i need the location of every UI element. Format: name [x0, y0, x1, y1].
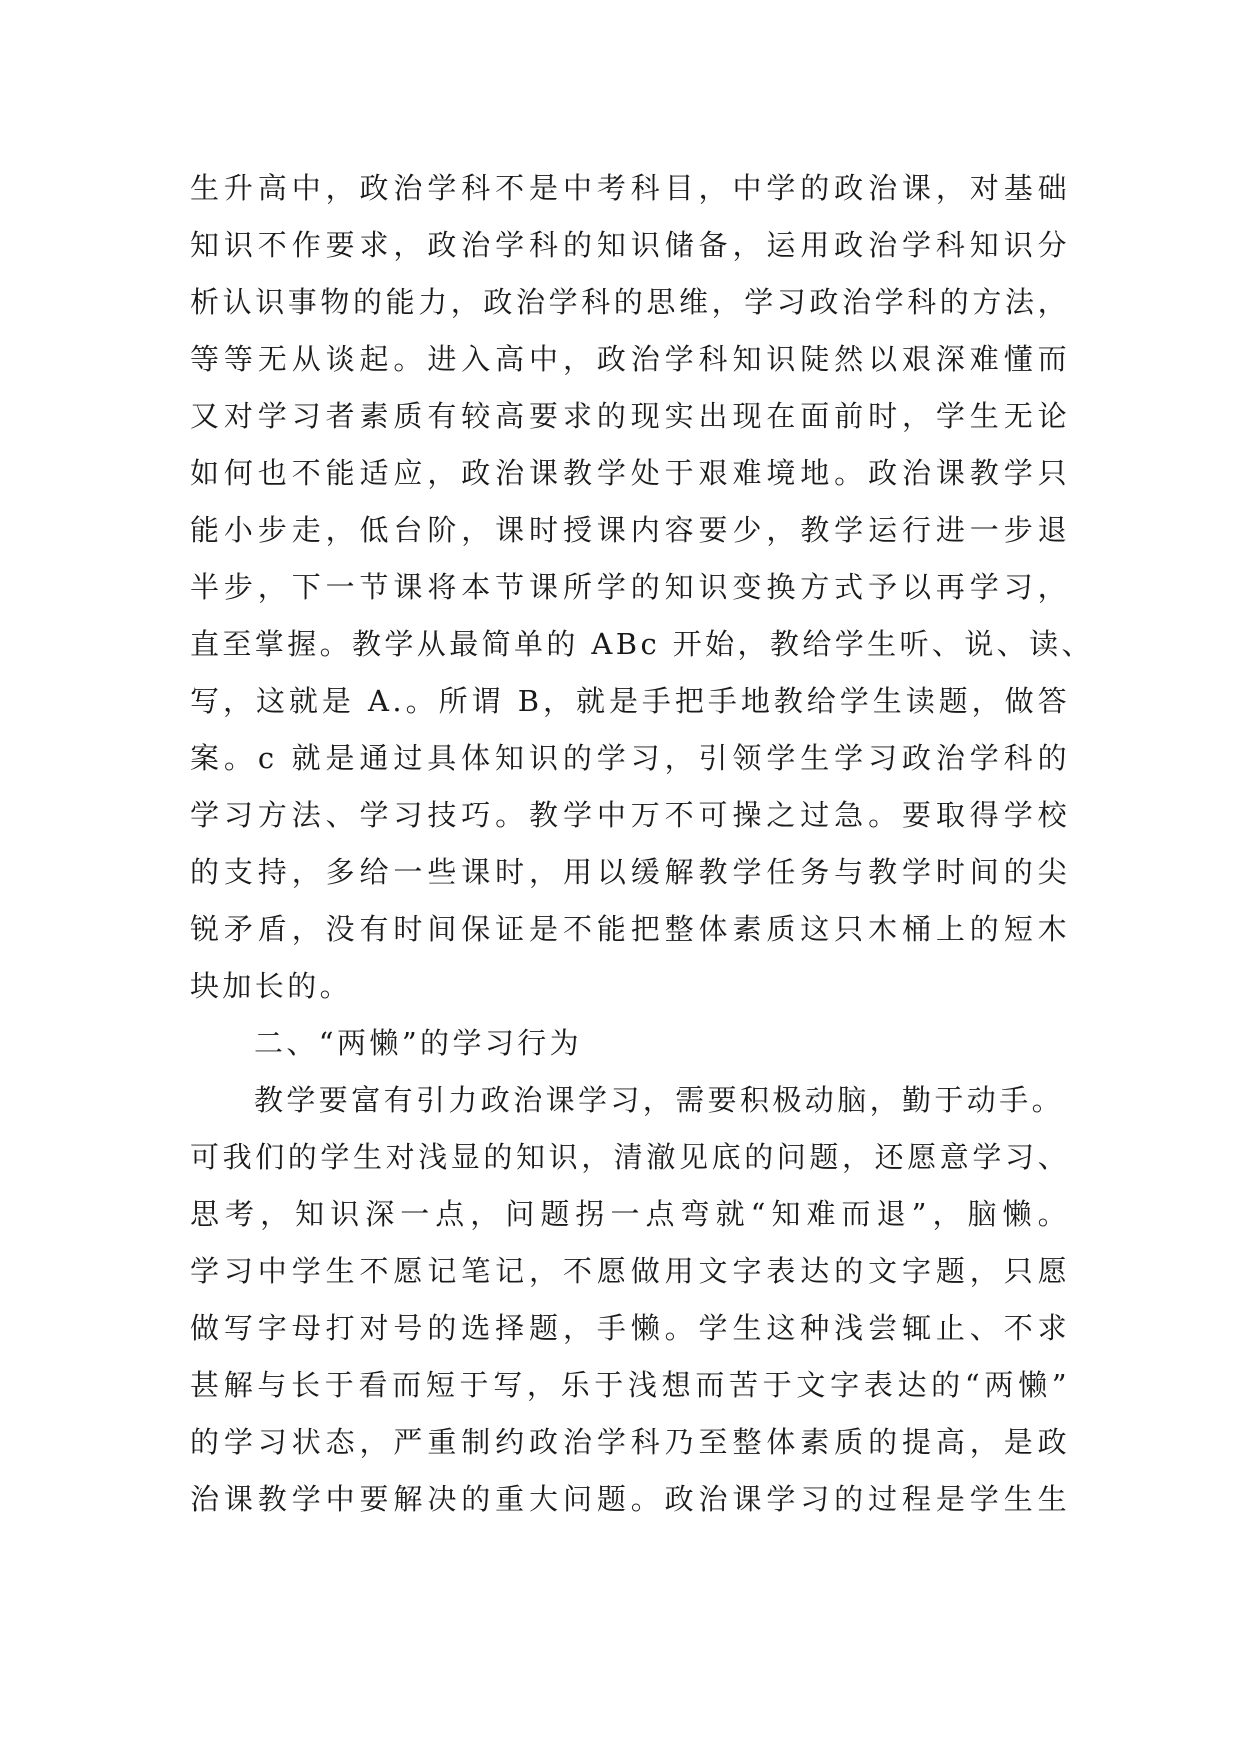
text-line: 做写字母打对号的选择题，手懒。学生这种浅尝辄止、不求	[190, 1311, 1070, 1345]
text-line: 学习方法、学习技巧。教学中万不可操之过急。要取得学校	[190, 798, 1070, 832]
body-text	[190, 160, 1094, 1528]
text-line: 生升高中，政治学科不是中考科目，中学的政治课，对基础	[190, 171, 1070, 205]
text-line: 如何也不能适应，政治课教学处于艰难境地。政治课教学只	[190, 456, 1070, 490]
text-line: 等等无从谈起。进入高中，政治学科知识陡然以艰深难懂而	[190, 342, 1070, 376]
text-line: 块加长的。	[190, 969, 353, 1003]
text-line: 半步，下一节课将本节课所学的知识变换方式予以再学习，	[190, 570, 1070, 604]
text-line: 学习中学生不愿记笔记，不愿做用文字表达的文字题，只愿	[190, 1254, 1070, 1288]
text-line: 锐矛盾，没有时间保证是不能把整体素质这只木桶上的短木	[190, 912, 1070, 946]
text-line: 又对学习者素质有较高要求的现实出现在面前时，学生无论	[190, 399, 1070, 433]
text-line: 思考，知识深一点，问题拐一点弯就“知难而退”，脑懒。	[190, 1197, 1070, 1231]
text-line: 的支持，多给一些课时，用以缓解教学任务与教学时间的尖	[190, 855, 1070, 889]
text-line: 能小步走，低台阶，课时授课内容要少，教学运行进一步退	[190, 513, 1070, 547]
text-line: 教学要富有引力政治课学习，需要积极动脑，勤于动手。	[254, 1083, 1065, 1117]
text-line: 的学习状态，严重制约政治学科乃至整体素质的提高，是政	[190, 1425, 1070, 1459]
text-line: 直至掌握。教学从最简单的 ABc 开始，教给学生听、说、读、	[190, 627, 1094, 661]
text-line: 可我们的学生对浅显的知识，清澈见底的问题，还愿意学习、	[190, 1140, 1070, 1174]
text-line: 析认识事物的能力，政治学科的思维，学习政治学科的方法，	[190, 285, 1070, 319]
text-line: 案。c 就是通过具体知识的学习，引领学生学习政治学科的	[190, 741, 1070, 775]
text-line: 知识不作要求，政治学科的知识储备，运用政治学科知识分	[190, 228, 1070, 262]
text-line: 治课教学中要解决的重大问题。政治课学习的过程是学生生	[190, 1482, 1070, 1516]
text-line: 甚解与长于看而短于写，乐于浅想而苦于文字表达的“两懒”	[190, 1368, 1070, 1402]
text-line: 写，这就是 A.。所谓 B，就是手把手地教给学生读题，做答	[190, 684, 1070, 718]
section-heading: 二、“两懒”的学习行为	[254, 1026, 583, 1060]
